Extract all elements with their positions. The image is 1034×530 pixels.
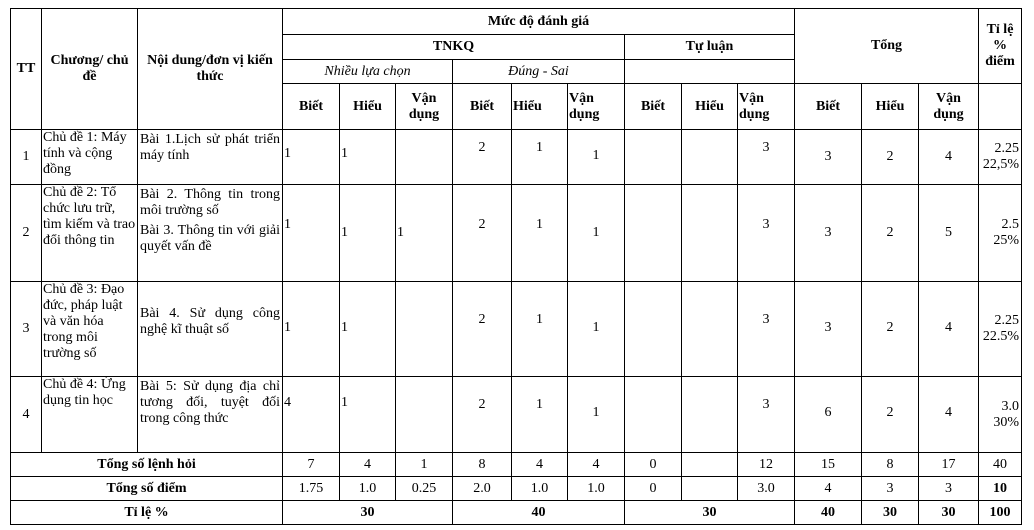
header-tuluan: Tự luận [625,35,795,60]
total-points-row [11,477,1022,501]
table-row [11,130,1022,185]
cell-nlc-biet: 1 [283,282,340,377]
cell-tl-vandung: 3 [738,282,795,377]
row-noidung: Bài 2. Thông tin trong môi trường số Bài 3. Thông tin với giải quyết vấn đề [138,185,283,282]
cell-tong-vandung: 4 [919,130,979,185]
table-row [11,377,1022,453]
row-chude: Chủ đề 3: Đạo đức, pháp luật và văn hóa trong môi trường số [42,282,138,377]
table-row [11,282,1022,377]
cell-nlc-hieu: 1 [340,130,396,185]
total-points-cell: 3.0 [738,477,795,501]
cell-nlc-biet: 4 [283,377,340,453]
total-points-cell: 1.75 [283,477,340,501]
total-points-cell: 0 [625,477,682,501]
row-noidung: Bài 4. Sử dụng công nghệ kĩ thuật số [138,282,283,377]
row-chude: Chủ đề 2: Tổ chức lưu trữ, tìm kiếm và trao đổi thông tin [42,185,138,282]
total-points-cell [682,477,738,501]
ratio-hieu: 30 [862,501,919,525]
total-questions-label: Tổng số lệnh hỏi [11,453,283,477]
cell-nlc-vandung [396,377,453,453]
cell-tl-vandung: 3 [738,130,795,185]
ratio-row [11,501,1022,525]
total-questions-cell: 7 [283,453,340,477]
header-ds-vandung: Vận dụng [568,84,625,130]
header-tl-biet: Biết [625,84,682,130]
total-points-cell: 2.0 [453,477,512,501]
assessment-matrix-table [10,8,1022,525]
cell-ds-hieu: 1 [512,185,568,282]
total-points-cell: 1.0 [512,477,568,501]
row-noidung: Bài 1.Lịch sử phát triển máy tính [138,130,283,185]
cell-tong-biet: 3 [795,282,862,377]
cell-tong-biet: 6 [795,377,862,453]
header-ds-biet: Biết [453,84,512,130]
cell-tong-hieu: 2 [862,282,919,377]
cell-ds-hieu: 1 [512,377,568,453]
ratio-nlc: 30 [283,501,453,525]
cell-tile: 2.5 25% [979,185,1022,282]
ratio-vandung: 30 [919,501,979,525]
row-tt: 1 [11,130,42,185]
cell-tile: 3.0 30% [979,377,1022,453]
cell-ds-vandung: 1 [568,282,625,377]
cell-tl-biet [625,282,682,377]
total-questions-cell: 4 [512,453,568,477]
cell-tong-hieu: 2 [862,185,919,282]
ratio-biet: 40 [795,501,862,525]
header-dung-sai: Đúng - Sai [453,60,625,84]
cell-nlc-vandung [396,282,453,377]
cell-tong-biet: 3 [795,185,862,282]
row-tt: 2 [11,185,42,282]
cell-nlc-hieu: 1 [340,377,396,453]
total-points-cell: 10 [979,477,1022,501]
cell-tong-biet: 3 [795,130,862,185]
row-tt: 4 [11,377,42,453]
total-points-cell: 4 [795,477,862,501]
ratio-tl: 30 [625,501,795,525]
header-noidung: Nội dung/đơn vị kiến thức [138,9,283,130]
header-tong-vandung: Vận dụng [919,84,979,130]
cell-ds-biet: 2 [453,282,512,377]
row-tt: 3 [11,282,42,377]
cell-ds-vandung: 1 [568,130,625,185]
cell-tl-biet [625,130,682,185]
total-points-cell: 3 [862,477,919,501]
total-questions-cell: 12 [738,453,795,477]
total-questions-cell: 4 [568,453,625,477]
header-tile-blank [979,84,1022,130]
cell-tl-vandung: 3 [738,185,795,282]
row-chude: Chủ đề 4: Ứng dụng tin học [42,377,138,453]
total-points-cell: 1.0 [340,477,396,501]
total-points-label: Tổng số điểm [11,477,283,501]
total-points-cell: 3 [919,477,979,501]
cell-nlc-vandung: 1 [396,185,453,282]
ratio-ds: 40 [453,501,625,525]
header-tong: Tổng [795,9,979,84]
total-points-cell: 0.25 [396,477,453,501]
cell-nlc-biet: 1 [283,130,340,185]
cell-ds-hieu: 1 [512,130,568,185]
cell-ds-hieu: 1 [512,282,568,377]
total-questions-cell: 4 [340,453,396,477]
cell-tong-hieu: 2 [862,377,919,453]
header-tong-biet: Biết [795,84,862,130]
cell-tl-hieu [682,130,738,185]
row-noidung: Bài 5: Sử dụng địa chỉ tương đối, tuyệt đối trong công thức [138,377,283,453]
cell-ds-biet: 2 [453,377,512,453]
header-nhieu-lua-chon: Nhiều lựa chọn [283,60,453,84]
header-tl-vandung: Vận dụng [738,84,795,130]
total-questions-cell: 0 [625,453,682,477]
cell-ds-vandung: 1 [568,185,625,282]
cell-tl-biet [625,185,682,282]
cell-tong-vandung: 4 [919,377,979,453]
header-mucdo: Mức độ đánh giá [283,9,795,35]
header-chuong: Chương/ chủ đề [42,9,138,130]
cell-ds-biet: 2 [453,185,512,282]
total-questions-cell: 40 [979,453,1022,477]
cell-tong-vandung: 4 [919,282,979,377]
total-questions-row [11,453,1022,477]
cell-nlc-vandung [396,130,453,185]
header-tl-hieu: Hiểu [682,84,738,130]
cell-ds-vandung: 1 [568,377,625,453]
cell-nlc-hieu: 1 [340,282,396,377]
cell-tile: 2.25 22,5% [979,130,1022,185]
ratio-label: Tỉ lệ % [11,501,283,525]
table-row [11,185,1022,282]
header-nlc-vandung: Vận dụng [396,84,453,130]
total-questions-cell: 17 [919,453,979,477]
cell-tong-hieu: 2 [862,130,919,185]
total-questions-cell: 1 [396,453,453,477]
header-tong-hieu: Hiểu [862,84,919,130]
header-tl-blank [625,60,795,84]
row-chude: Chủ đề 1: Máy tính và cộng đồng [42,130,138,185]
cell-tl-biet [625,377,682,453]
header-nlc-biet: Biết [283,84,340,130]
cell-ds-biet: 2 [453,130,512,185]
cell-tl-hieu [682,185,738,282]
total-points-cell: 1.0 [568,477,625,501]
header-tile: Tỉ lệ % điểm [979,9,1022,84]
header-nlc-hieu: Hiểu [340,84,396,130]
total-questions-cell: 8 [862,453,919,477]
total-questions-cell [682,453,738,477]
header-tnkq: TNKQ [283,35,625,60]
cell-nlc-hieu: 1 [340,185,396,282]
cell-nlc-biet: 1 [283,185,340,282]
total-questions-cell: 15 [795,453,862,477]
header-tt: TT [11,9,42,130]
header-ds-hieu: Hiểu [512,84,568,130]
total-questions-cell: 8 [453,453,512,477]
ratio-total: 100 [979,501,1022,525]
cell-tl-vandung: 3 [738,377,795,453]
cell-tong-vandung: 5 [919,185,979,282]
cell-tl-hieu [682,377,738,453]
cell-tl-hieu [682,282,738,377]
cell-tile: 2.25 22.5% [979,282,1022,377]
